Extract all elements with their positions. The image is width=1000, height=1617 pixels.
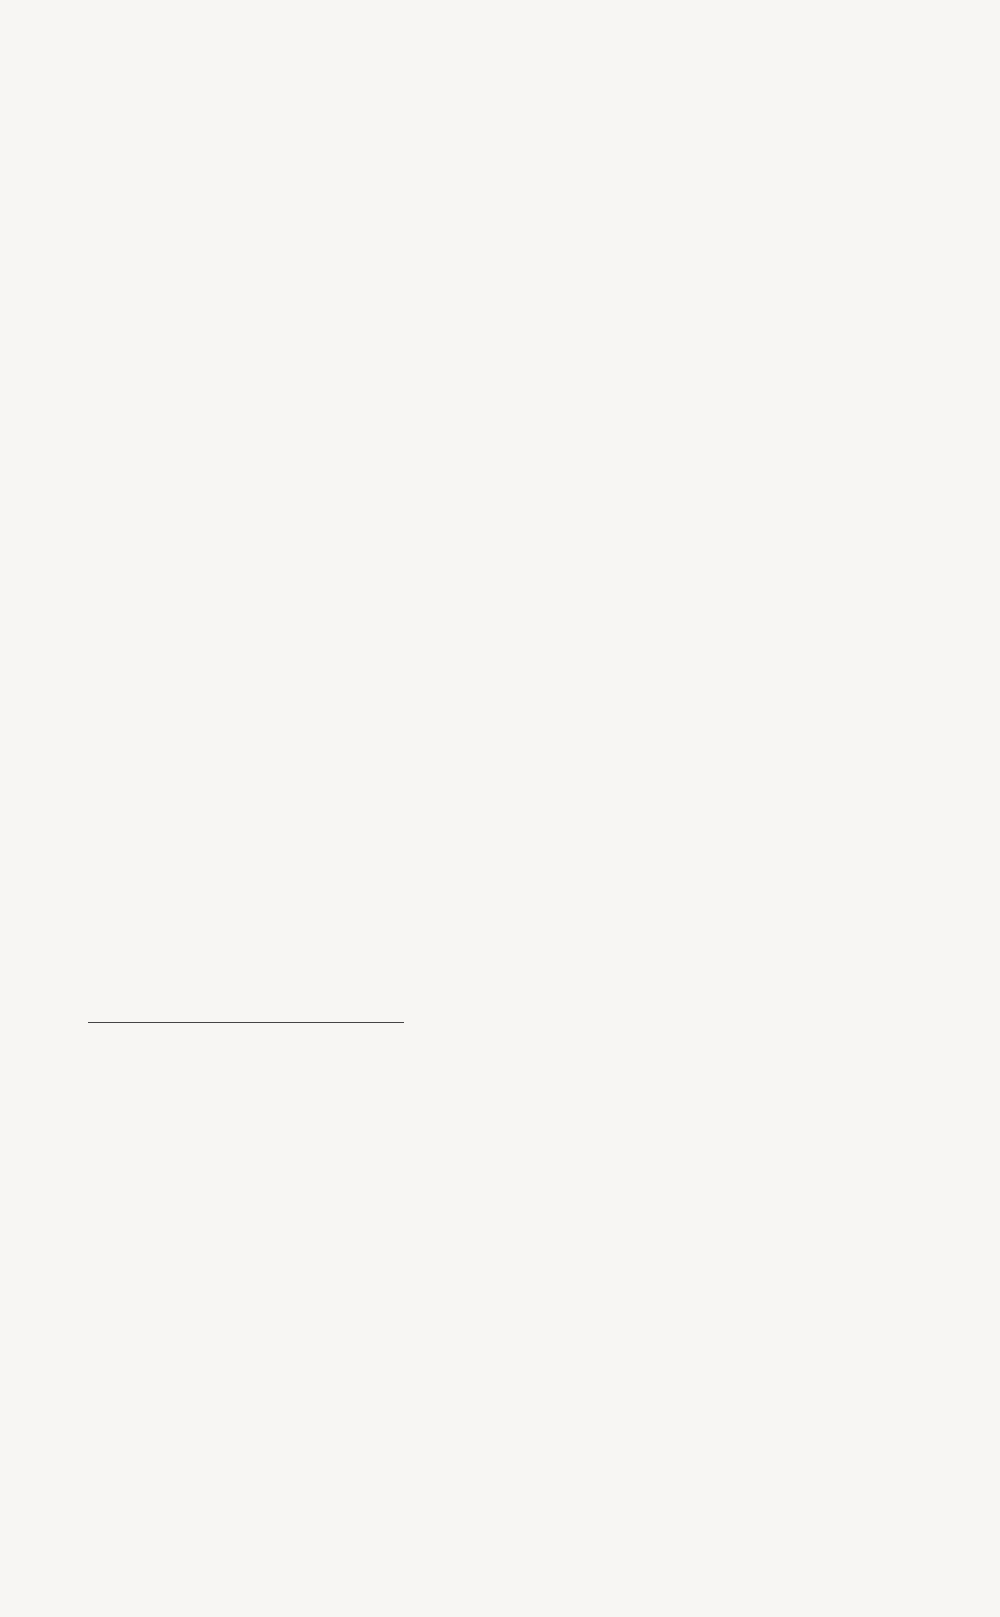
lemma	[0, 162, 1000, 197]
main-text	[0, 122, 1000, 219]
footnote-rule	[88, 1022, 404, 1023]
